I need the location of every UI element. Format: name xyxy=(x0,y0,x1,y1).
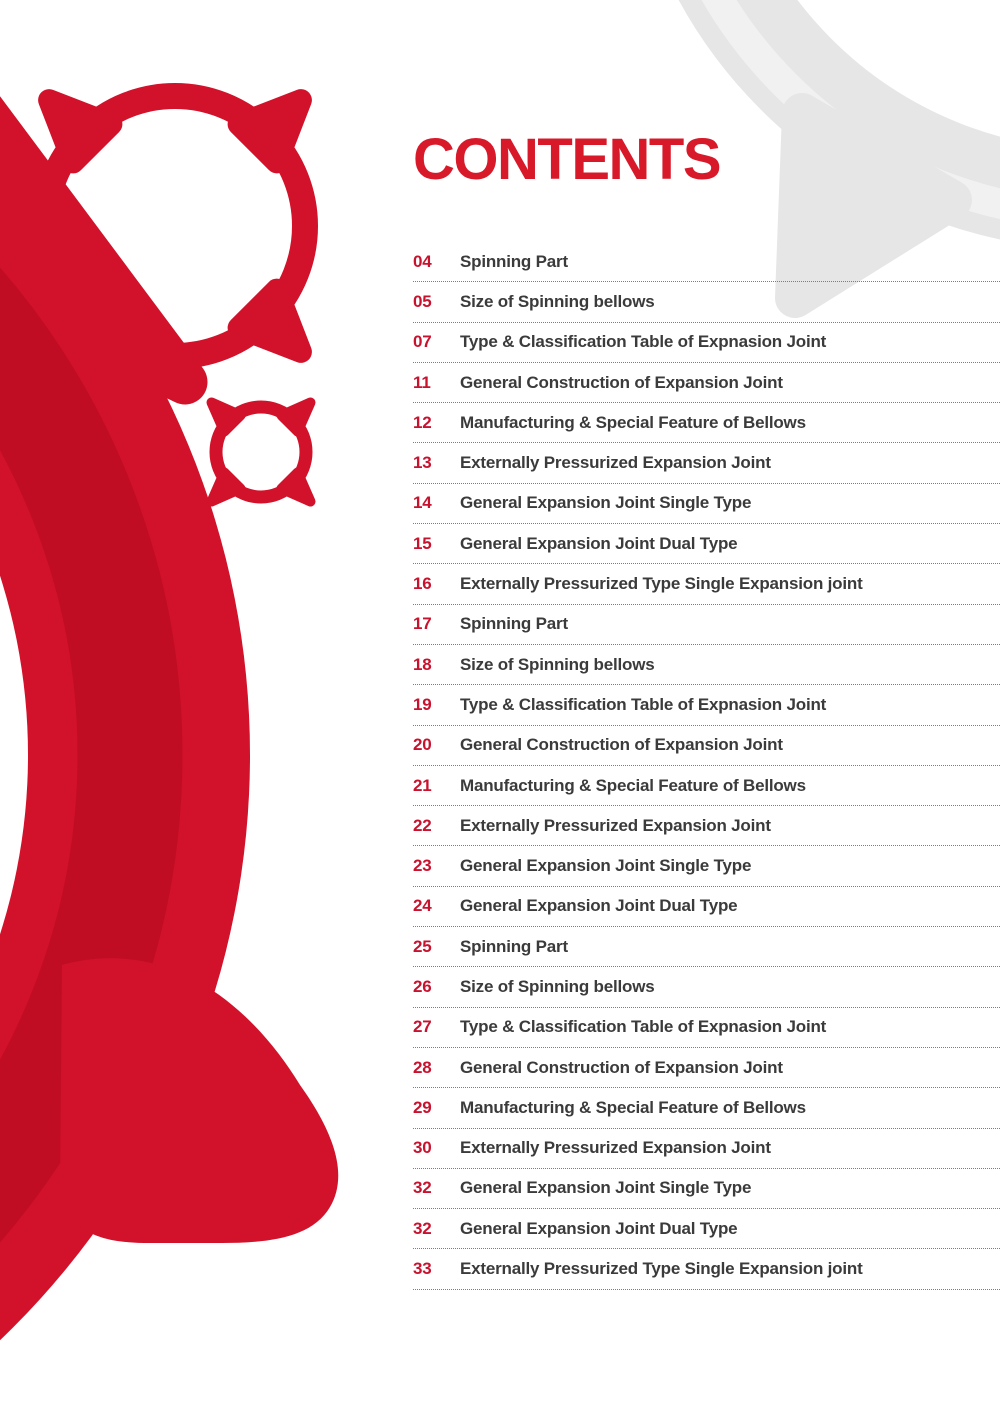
toc-page-number: 25 xyxy=(413,936,432,956)
toc-row xyxy=(413,403,1000,443)
toc-page-number: 21 xyxy=(413,775,432,795)
toc-row xyxy=(413,1249,1000,1289)
toc-row xyxy=(413,323,1000,363)
toc-page-number: 26 xyxy=(413,976,432,996)
toc-entry-title: Manufacturing & Special Feature of Bellows xyxy=(460,1097,806,1117)
toc-entry-title: Externally Pressurized Type Single Expansion joint xyxy=(460,1259,863,1279)
toc-row xyxy=(413,242,1000,282)
page-title: CONTENTS xyxy=(413,127,720,192)
toc-page-number: 33 xyxy=(413,1259,432,1279)
toc-entry-title: General Construction of Expansion Joint xyxy=(460,372,783,392)
toc-entry-title: Externally Pressurized Expansion Joint xyxy=(460,815,771,835)
toc-row xyxy=(413,282,1000,322)
toc-page-number: 11 xyxy=(413,372,431,392)
toc-row xyxy=(413,726,1000,766)
toc-entry-title: General Expansion Joint Single Type xyxy=(460,856,752,876)
toc-entry-title: Externally Pressurized Type Single Expansion joint xyxy=(460,574,863,594)
toc-list xyxy=(413,242,1000,1290)
toc-entry-title: General Expansion Joint Dual Type xyxy=(460,533,738,553)
toc-row xyxy=(413,806,1000,846)
toc-row xyxy=(413,967,1000,1007)
toc-entry-title: Size of Spinning bellows xyxy=(460,291,655,311)
toc-row xyxy=(413,484,1000,524)
toc-row xyxy=(413,524,1000,564)
toc-entry-title: Manufacturing & Special Feature of Bellows xyxy=(460,775,806,795)
toc-entry-title: Externally Pressurized Expansion Joint xyxy=(460,1138,771,1158)
toc-row xyxy=(413,1088,1000,1128)
toc-entry-title: Externally Pressurized Expansion Joint xyxy=(460,453,771,473)
toc-row xyxy=(413,564,1000,604)
toc-page-number: 22 xyxy=(413,815,432,835)
toc-entry-title: Type & Classification Table of Expnasion Joint xyxy=(460,332,827,352)
toc-row xyxy=(413,1169,1000,1209)
toc-page-number: 13 xyxy=(413,453,432,473)
toc-page-number: 05 xyxy=(413,291,432,311)
toc-row xyxy=(413,927,1000,967)
toc-entry-title: General Expansion Joint Dual Type xyxy=(460,1218,738,1238)
toc-page-number: 24 xyxy=(413,896,432,916)
toc-entry-title: Type & Classification Table of Expnasion Joint xyxy=(460,694,827,714)
toc-row xyxy=(413,685,1000,725)
toc-row xyxy=(413,1129,1000,1169)
toc-page-number: 16 xyxy=(413,574,432,594)
toc-entry-title: General Construction of Expansion Joint xyxy=(460,1057,783,1077)
toc-page-number: 27 xyxy=(413,1017,432,1037)
toc-page-number: 19 xyxy=(413,694,432,714)
toc-row xyxy=(413,766,1000,806)
toc-entry-title: General Expansion Joint Single Type xyxy=(460,1178,752,1198)
toc-entry-title: General Construction of Expansion Joint xyxy=(460,735,783,755)
toc-entry-title: Spinning Part xyxy=(460,936,568,956)
toc-page-number: 28 xyxy=(413,1057,432,1077)
toc-page-number: 18 xyxy=(413,654,432,674)
toc-row xyxy=(413,443,1000,483)
toc-page-number: 14 xyxy=(413,493,432,513)
toc-entry-title: General Expansion Joint Dual Type xyxy=(460,896,738,916)
toc-row xyxy=(413,846,1000,886)
toc-row xyxy=(413,645,1000,685)
toc-page-number: 15 xyxy=(413,533,432,553)
toc-page-number: 20 xyxy=(413,735,432,755)
toc-entry-title: General Expansion Joint Single Type xyxy=(460,493,752,513)
toc-row xyxy=(413,1048,1000,1088)
toc-row xyxy=(413,605,1000,645)
toc-row xyxy=(413,887,1000,927)
toc-page-number: 32 xyxy=(413,1178,432,1198)
toc-row xyxy=(413,1008,1000,1048)
toc-page-number: 12 xyxy=(413,412,432,432)
toc-page-number: 07 xyxy=(413,332,432,352)
toc-page-number: 32 xyxy=(413,1218,432,1238)
toc-page-number: 23 xyxy=(413,856,432,876)
toc-entry-title: Type & Classification Table of Expnasion Joint xyxy=(460,1017,827,1037)
toc-row xyxy=(413,363,1000,403)
toc-page-number: 30 xyxy=(413,1138,432,1158)
toc-row xyxy=(413,1209,1000,1249)
toc-page-number: 17 xyxy=(413,614,432,634)
toc-entry-title: Manufacturing & Special Feature of Bellows xyxy=(460,412,806,432)
toc-entry-title: Size of Spinning bellows xyxy=(460,976,655,996)
toc-entry-title: Spinning Part xyxy=(460,251,568,271)
toc-entry-title: Size of Spinning bellows xyxy=(460,654,655,674)
toc-entry-title: Spinning Part xyxy=(460,614,568,634)
toc-page-number: 04 xyxy=(413,251,432,271)
toc-page-number: 29 xyxy=(413,1097,432,1117)
